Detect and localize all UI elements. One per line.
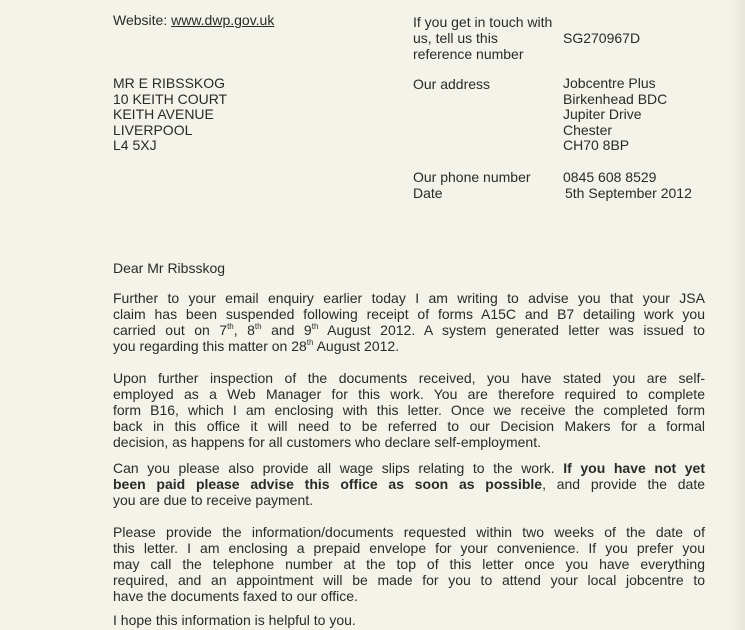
letter-date: 5th September 2012 — [565, 185, 692, 201]
office-address-line: Jupiter Drive — [563, 106, 642, 122]
recipient-address — [113, 76, 227, 154]
text-segment: Please provide the information/documents requested within two weeks of the date of — [113, 524, 705, 540]
reference-label — [413, 14, 552, 62]
text-segment: employed as a Web Manager for this work. You are therefore required to complete — [113, 386, 705, 402]
text-segment: August 2012. A system generated letter was issued to — [318, 322, 705, 338]
paragraph-line — [113, 612, 705, 628]
text-segment: Upon further inspection of the documents received, you have stated you are self- — [113, 370, 705, 386]
recipient-address-line: LIVERPOOL — [113, 121, 193, 138]
recipient-address-line: KEITH AVENUE — [113, 106, 214, 122]
bold-text: If you have not yet — [563, 460, 705, 476]
bold-text: been paid please advise this office as soon as possible — [113, 476, 543, 492]
paragraph-line — [113, 572, 705, 588]
ordinal-suffix: th — [227, 322, 234, 331]
phone-number: 0845 608 8529 — [563, 169, 657, 185]
text-segment: have the documents faxed to our office. — [113, 588, 358, 604]
text-segment: , and provide the date — [542, 476, 705, 492]
office-address-line: Jobcentre Plus — [563, 75, 656, 91]
paragraph-3 — [113, 460, 705, 508]
text-segment: you regarding this matter on 28 — [113, 338, 307, 354]
paragraph-line — [113, 460, 705, 476]
paragraph-line — [113, 370, 705, 386]
scan-edge-shadow — [731, 0, 745, 630]
paragraph-line — [113, 588, 705, 604]
paragraph-line — [113, 476, 705, 492]
recipient-address-line: 10 KEITH COURT — [113, 90, 228, 107]
recipient-postcode: L4 5XJ — [113, 137, 157, 153]
paragraph-line — [113, 524, 705, 540]
text-segment: I hope this information is helpful to you. — [113, 612, 356, 628]
paragraph-line — [113, 418, 705, 434]
text-segment: carried out on 7 — [113, 322, 228, 338]
address-label: Our address — [413, 76, 491, 92]
reference-label-line: If you get in touch with — [413, 14, 553, 30]
paragraph-line — [113, 540, 705, 556]
text-segment: Further to your email enquiry earlier today I am writing to advise you that your JSA — [113, 290, 705, 306]
ordinal-suffix: th — [254, 322, 262, 331]
office-address-line: Chester — [563, 121, 613, 138]
paragraph-line — [113, 402, 705, 418]
paragraph-line — [113, 290, 705, 306]
text-segment: decision, as happens for all customers who declare self-employment. — [113, 434, 541, 450]
paragraph-line — [113, 306, 705, 322]
ordinal-suffix: th — [311, 322, 319, 331]
text-segment: this letter. I am enclosing a prepaid envelope for your convenience. If you prefer you — [113, 540, 705, 556]
text-segment: may call the telephone number at the top of this letter once you have everything — [113, 556, 705, 572]
office-address-line: Birkenhead BDC — [563, 90, 668, 107]
paragraph-line — [113, 556, 705, 572]
text-segment: back in this office it will need to be referred to our Decision Makers for a formal — [113, 418, 705, 434]
paragraph-line — [113, 492, 705, 508]
recipient-name: MR E RIBSSKOG — [113, 75, 226, 91]
paragraph-line — [113, 338, 705, 354]
paragraph-4 — [113, 524, 705, 604]
salutation: Dear Mr Ribsskog — [113, 260, 226, 276]
paragraph-line — [113, 434, 705, 450]
reference-label-line: reference number — [413, 46, 524, 62]
website-label: Website: — [113, 12, 168, 28]
office-address-line: CH70 8BP — [563, 137, 630, 153]
text-segment: , 8 — [233, 322, 255, 338]
text-segment: form B16, which I am enclosing with this letter. Once we receive the completed form — [113, 402, 705, 418]
text-segment: required, and an appointment will be made for you to attend your local jobcentre to — [113, 572, 705, 588]
paragraph-5 — [113, 612, 705, 628]
paragraph-2 — [113, 370, 705, 450]
text-segment: you are due to receive payment. — [113, 492, 314, 508]
date-label: Date — [413, 185, 443, 201]
website-line — [113, 12, 274, 28]
paragraph-1 — [113, 290, 705, 354]
reference-label-line: us, tell us this — [413, 30, 498, 46]
paragraph-line — [113, 322, 705, 338]
text-segment: and 9 — [261, 322, 312, 338]
website-link[interactable]: www.dwp.gov.uk — [171, 12, 275, 28]
text-segment: claim has been suspended following receipt of forms A15C and B7 detailing work you — [113, 306, 705, 322]
office-address — [563, 76, 667, 154]
phone-label: Our phone number — [413, 169, 531, 185]
text-segment: August 2012. — [313, 338, 400, 354]
text-segment: Can you please also provide all wage slips relating to the work. — [113, 460, 564, 476]
ordinal-suffix: th — [306, 338, 314, 347]
reference-number: SG270967D — [563, 30, 641, 46]
paragraph-line — [113, 386, 705, 402]
